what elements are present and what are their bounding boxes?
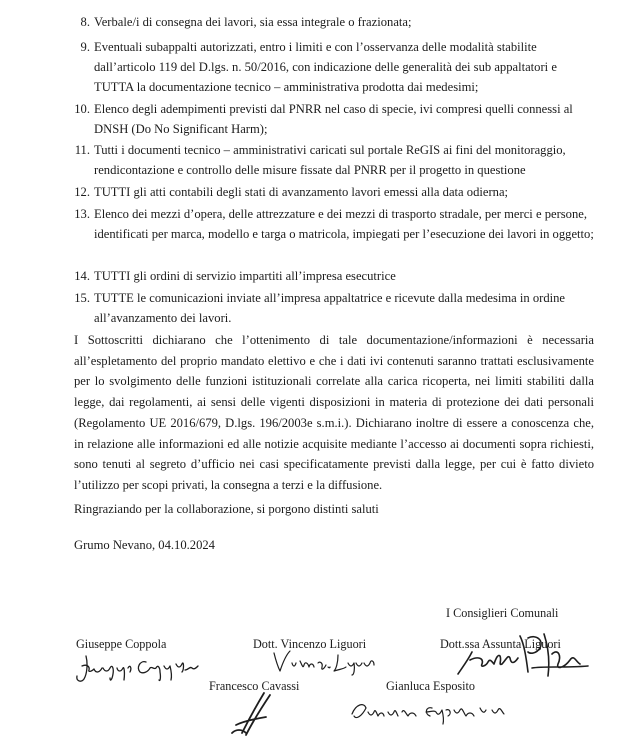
- list-item: [74, 266, 594, 286]
- list-item-number: 14.: [74, 269, 90, 283]
- list-item-number: 12.: [74, 185, 90, 199]
- list-item: [74, 204, 594, 244]
- list-item-number: 9.: [80, 40, 90, 54]
- list-item-text: Elenco degli adempimenti previsti dal PNRR nel caso di specie, ivi compresi quelli connessi al DNSH (Do No Significant Harm);: [94, 102, 573, 136]
- closing-line: Ringraziando per la collaborazione, si porgono distinti saluti: [74, 502, 379, 516]
- signatory-name-liguori-assunta: Dott.ssa Assunta Liguori: [440, 637, 561, 651]
- signature-cavassi-icon: [224, 689, 280, 739]
- signature-liguori-assunta-icon: [448, 620, 598, 682]
- list-item-number: 15.: [74, 291, 90, 305]
- list-item-text: Verbale/i di consegna dei lavori, sia essa integrale o frazionata;: [94, 15, 412, 29]
- signature-liguori-vincenzo-icon: [268, 645, 378, 679]
- declaration-paragraph: I Sottoscritti dichiarano che l’ottenimento di tale documentazione/informazioni è necessaria all’espletamento del proprio mandato elettivo e che i dati ivi contenuti saranno trattati esclusivamente per lo svolgimento delle funzioni istituzionali correlate alla carica ricoperta, nei limiti stabiliti dalla legge, dai regolamenti, ai sensi delle vigenti disposizioni in materia di protezione dei dati personali (Regolamento UE 2016/679, D.lgs. 196/2003e s.m.i.). Dichiarano inoltre di essere a conoscenza che, in relazione alle informazioni ed alle notizie acquisite mediante l’accesso ai documenti sopra richiesti, sono tenuti al segreto d’ufficio nei casi specificatamente previsti dalla legge, per cui è fatto divieto l’utilizzo per scopi privati, la consegna a terzi e la diffusione.: [74, 333, 594, 492]
- signature-esposito-icon: [346, 692, 526, 726]
- list-item-text: Elenco dei mezzi d’opera, delle attrezzature e dei mezzi di trasporto stradale, per merci e persone, identificati per marca, modello e targa o matricola, impiegati per l’esecuzione dei lavori in oggetto;: [94, 207, 594, 241]
- signature-coppola-icon: [72, 650, 202, 686]
- list-item-text: TUTTE le comunicazioni inviate all’impresa appaltatrice e ricevute dalla medesima in ordine all’avanzamento dei lavori.: [94, 291, 566, 325]
- list-item-number: 13.: [74, 207, 90, 221]
- list-item-number: 10.: [74, 102, 90, 116]
- signatory-name-esposito: Gianluca Esposito: [386, 679, 476, 693]
- list-item-text: Tutti i documenti tecnico – amministrativi caricati sul portale ReGIS ai fini del monitoraggio, rendicontazione e controllo delle misure fissate dal PNRR per il progetto in questione: [94, 143, 566, 177]
- list-item: [80, 12, 594, 32]
- list-item: [74, 140, 594, 180]
- list-item: [74, 288, 594, 328]
- list-item-text: TUTTI gli ordini di servizio impartiti all’impresa esecutrice: [94, 269, 396, 283]
- list-item-text: Eventuali subappalti autorizzati, entro i limiti e con l’osservanza delle modalità stabilite dall’articolo 119 del D.lgs. n. 50/2016, con indicazione delle generalità dei sub appaltatori e TUTTA la documentazione tecnico – amministrativa prodotta dai medesimi;: [94, 40, 557, 94]
- signatories-heading: I Consiglieri Comunali: [446, 606, 559, 620]
- list-item: [74, 99, 594, 139]
- place-date: Grumo Nevano, 04.10.2024: [74, 538, 215, 552]
- list-item: [80, 37, 594, 97]
- list-item-text: TUTTI gli atti contabili degli stati di avanzamento lavori emessi alla data odierna;: [94, 185, 509, 199]
- list-item-number: 11.: [74, 143, 90, 157]
- signatory-name-cavassi: Francesco Cavassi: [209, 679, 300, 693]
- signatory-name-coppola: Giuseppe Coppola: [76, 637, 167, 651]
- list-item: [74, 182, 594, 202]
- list-item-number: 8.: [80, 15, 90, 29]
- signatory-name-liguori-vincenzo: Dott. Vincenzo Liguori: [253, 637, 367, 651]
